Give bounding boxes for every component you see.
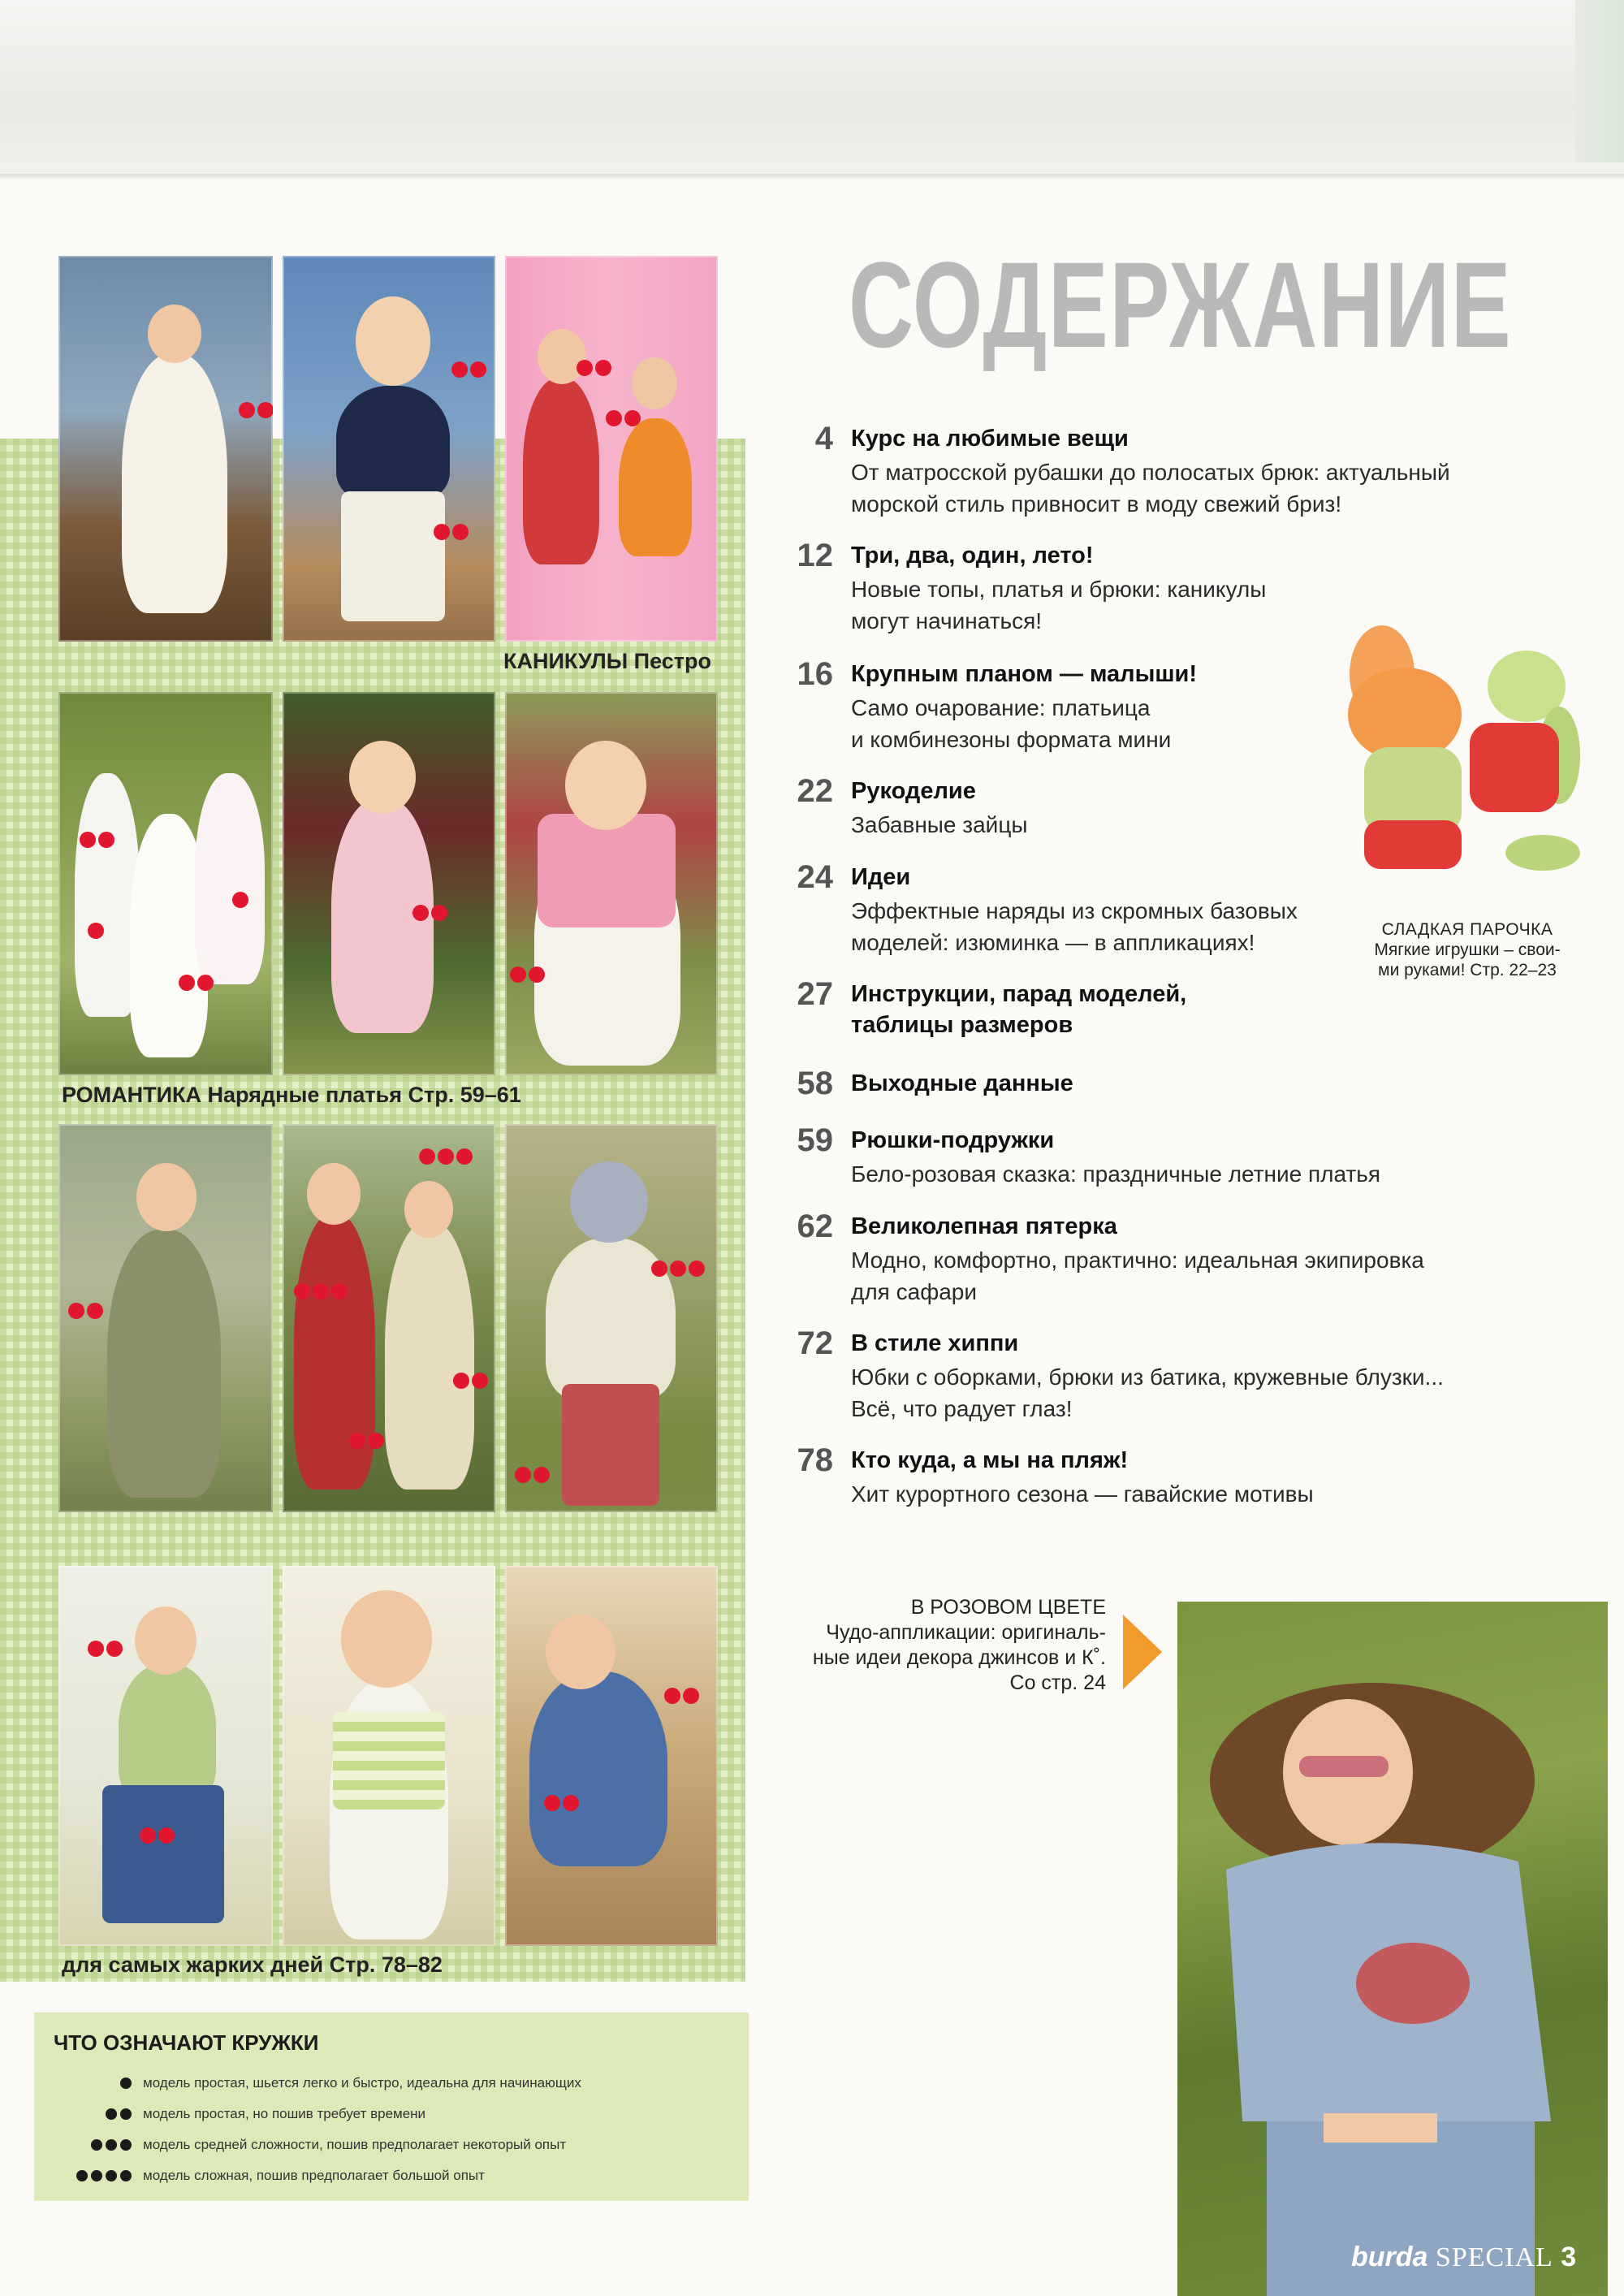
page-fold: [1575, 0, 1624, 162]
pink-note-title: В РОЗОВОМ ЦВЕТЕ: [910, 1596, 1106, 1619]
toc-title: Идеи: [851, 864, 911, 890]
legend-title: ЧТО ОЗНАЧАЮТ КРУЖКИ: [54, 2030, 319, 2055]
legend-text: модель средней сложности, пошив предполагает некоторый опыт: [143, 2137, 567, 2152]
difficulty-dots: [606, 410, 641, 426]
legend-row-3: [50, 2133, 566, 2157]
toc-desc-line: и комбинезоны формата мини: [851, 727, 1172, 752]
photo-girl-white-dress: [58, 256, 273, 642]
difficulty-dots: [515, 1467, 550, 1483]
brand-special: SPECIAL: [1435, 2242, 1553, 2272]
toc-page-number: 58: [797, 1066, 833, 1101]
kid-head: [632, 357, 677, 409]
difficulty-dots: [68, 1303, 103, 1319]
legend-row-1: [50, 2071, 581, 2095]
page-number: 3: [1561, 2242, 1577, 2272]
toc-title: Выходные данные: [851, 1070, 1073, 1096]
difficulty-dots: [88, 1641, 123, 1657]
toc-title: Крупным планом — малыши!: [851, 661, 1197, 687]
legend-dots: [50, 2108, 132, 2120]
toc-desc-line: Модно, комфортно, практично: идеальная экипировка: [851, 1247, 1424, 1273]
difficulty-dots: [434, 524, 469, 540]
legend-text: модель простая, шьется легко и быстро, идеальна для начинающих: [143, 2075, 581, 2091]
difficulty-dots: [451, 361, 486, 378]
photo-boy-hawaiian: [505, 1566, 718, 1946]
toc-title: Великолепная пятерка: [851, 1213, 1117, 1239]
kid-head: [148, 305, 201, 363]
kid-pants: [341, 491, 445, 621]
toc-title: Рюшки-подружки: [851, 1127, 1055, 1153]
legend-dots: [50, 2170, 132, 2181]
difficulty-dots: [232, 892, 248, 908]
kid-head: [404, 1181, 453, 1238]
toy-bunny-orange-legs: [1364, 820, 1462, 869]
girl-jacket-applique: [1356, 1943, 1470, 2024]
toc-page-number: 12: [797, 538, 833, 573]
kid-head: [349, 741, 416, 814]
pink-note: [780, 1595, 1106, 1696]
legend-row-4: [50, 2164, 485, 2188]
caption-kanikuly: КАНИКУЛЫ Пестро: [503, 649, 711, 673]
page-footer: [1351, 2242, 1576, 2273]
photo-girl-sunglasses: [283, 1566, 495, 1946]
pink-note-line: ные идеи декора джинсов и К˚.: [812, 1646, 1106, 1669]
difficulty-dots: [80, 832, 114, 848]
top-page-edge: [0, 0, 1624, 179]
toc-page-number: 27: [797, 976, 833, 1012]
toys-note-title: СЛАДКАЯ ПАРОЧКА: [1381, 920, 1553, 939]
difficulty-dots: [349, 1433, 384, 1449]
toc-title: Рукоделие: [851, 778, 976, 804]
pink-note-line: Со стр. 24: [1009, 1671, 1106, 1694]
toc-page-number: 72: [797, 1325, 833, 1361]
toc-desc-line: морской стиль привносит в моду свежий бриз!: [851, 491, 1342, 517]
difficulty-dots: [179, 975, 214, 991]
toc-page-number: 24: [797, 859, 833, 895]
difficulty-dots: [664, 1688, 699, 1704]
kid-cardigan: [538, 814, 676, 927]
photo-boys-safari: [283, 1124, 495, 1512]
toc-desc-line: Юбки с оборками, брюки из батика, кружевные блузки...: [851, 1364, 1444, 1390]
difficulty-dots: [140, 1827, 175, 1844]
kid-head: [356, 296, 430, 386]
difficulty-dots: [239, 402, 273, 418]
toys-note-line: Мягкие игрушки – свои-: [1374, 940, 1561, 959]
toc-title: Три, два, один, лето!: [851, 543, 1094, 569]
toc-desc-line: моделей: изюминка — в аппликациях!: [851, 930, 1255, 955]
girl-sunglasses: [1299, 1756, 1389, 1777]
kid-head: [135, 1606, 197, 1675]
difficulty-dots: [412, 905, 447, 921]
difficulty-dots: [544, 1795, 579, 1811]
toc-desc-line: Эффектные наряды из скромных базовых: [851, 898, 1298, 923]
legend-text: модель сложная, пошив предполагает большой опыт: [143, 2168, 485, 2183]
kid-figure: [619, 418, 692, 556]
toy-bunny-green-foot: [1505, 835, 1580, 871]
kid-head: [341, 1590, 432, 1688]
toc-desc-line: Всё, что радует глаз!: [851, 1396, 1073, 1421]
difficulty-dots: [453, 1373, 488, 1389]
girl-belly: [1324, 2113, 1437, 2143]
toc-desc-line: Хит курортного сезона — гавайские мотивы: [851, 1481, 1314, 1507]
toc-title: Инструкции, парад моделей,: [851, 981, 1187, 1007]
toc-desc-line: могут начинаться!: [851, 608, 1043, 633]
toc-title: Курс на любимые вещи: [851, 426, 1129, 452]
pink-note-line: Чудо-аппликации: оригиналь-: [826, 1621, 1106, 1644]
kid-figure: [336, 386, 450, 499]
page-edge-line: [0, 174, 1624, 179]
kid-head: [307, 1163, 361, 1225]
toc-title-line2: таблицы размеров: [851, 1012, 1073, 1038]
photo-girl-pink-dress: [283, 692, 495, 1075]
kid-figure: [385, 1222, 474, 1490]
caption-romantika: РОМАНТИКА Нарядные платья Стр. 59–61: [62, 1083, 521, 1107]
kid-figure: [122, 353, 227, 613]
toc-page-number: 22: [797, 773, 833, 809]
toc-title: Кто куда, а мы на пляж!: [851, 1447, 1129, 1473]
legend-dots: [50, 2139, 132, 2151]
toys-note-line: ми руками! Стр. 22–23: [1378, 961, 1557, 979]
toy-bunny-green-body: [1470, 723, 1559, 812]
kid-pants: [562, 1384, 659, 1506]
kid-stripes: [333, 1712, 445, 1810]
toc-desc-line: Само очарование: платьица: [851, 695, 1151, 720]
kid-figure: [119, 1663, 216, 1801]
kid-figure: [529, 1671, 667, 1866]
toc-desc-line: Забавные зайцы: [851, 812, 1028, 837]
kid-head: [570, 1161, 648, 1243]
toc-page-number: 59: [797, 1122, 833, 1158]
difficulty-dots: [88, 923, 104, 939]
photo-girls-white-dresses: [58, 692, 273, 1075]
kid-figure: [107, 1230, 221, 1498]
difficulty-dots: [510, 966, 545, 983]
difficulty-dots: [294, 1283, 348, 1299]
legend-row-2: [50, 2102, 425, 2126]
legend-box: [34, 2013, 749, 2201]
photo-boy-green-vest: [58, 1566, 273, 1946]
legend-dots: [50, 2078, 132, 2089]
kid-head: [136, 1163, 197, 1231]
photo-two-girls-pink: [505, 256, 718, 642]
kid-pants: [102, 1785, 224, 1923]
difficulty-dots: [419, 1148, 473, 1165]
arrow-right-icon: [1123, 1615, 1162, 1689]
legend-text: модель простая, но пошив требует времени: [143, 2106, 426, 2121]
toc-page-number: 16: [797, 656, 833, 692]
difficulty-dots: [651, 1260, 705, 1277]
toc-page-number: 4: [814, 421, 833, 456]
kid-figure: [195, 773, 265, 984]
toys-note: [1350, 919, 1585, 980]
girl-grass-illustration: [1177, 1602, 1608, 2296]
toc-title: В стиле хиппи: [851, 1330, 1019, 1356]
kid-head: [565, 741, 646, 830]
difficulty-dots: [577, 360, 611, 376]
toc-page-number: 62: [797, 1209, 833, 1244]
photo-girl-navy-top: [283, 256, 495, 642]
photo-girl-camo: [58, 1124, 273, 1512]
photo-girl-in-grass: [1177, 1602, 1608, 2296]
kid-figure: [523, 378, 599, 564]
soft-toys-image: [1307, 625, 1592, 902]
toc-desc-line: Новые топы, платья и брюки: каникулы: [851, 577, 1267, 602]
photo-boy-cap: [505, 1124, 718, 1512]
toc-desc-line: От матросской рубашки до полосатых брюк: актуальный: [851, 460, 1450, 485]
caption-hot-days: для самых жарких дней Стр. 78–82: [62, 1952, 443, 1977]
page-title: СОДЕРЖАНИЕ: [849, 236, 1513, 373]
brand-name: burda: [1351, 2242, 1428, 2272]
toc-desc-line: Бело-розовая сказка: праздничные летние платья: [851, 1161, 1380, 1187]
toc-desc-line: для сафари: [851, 1279, 978, 1304]
photo-girl-pink-cardigan: [505, 692, 718, 1075]
toc-page-number: 78: [797, 1442, 833, 1478]
kid-head: [546, 1615, 615, 1689]
